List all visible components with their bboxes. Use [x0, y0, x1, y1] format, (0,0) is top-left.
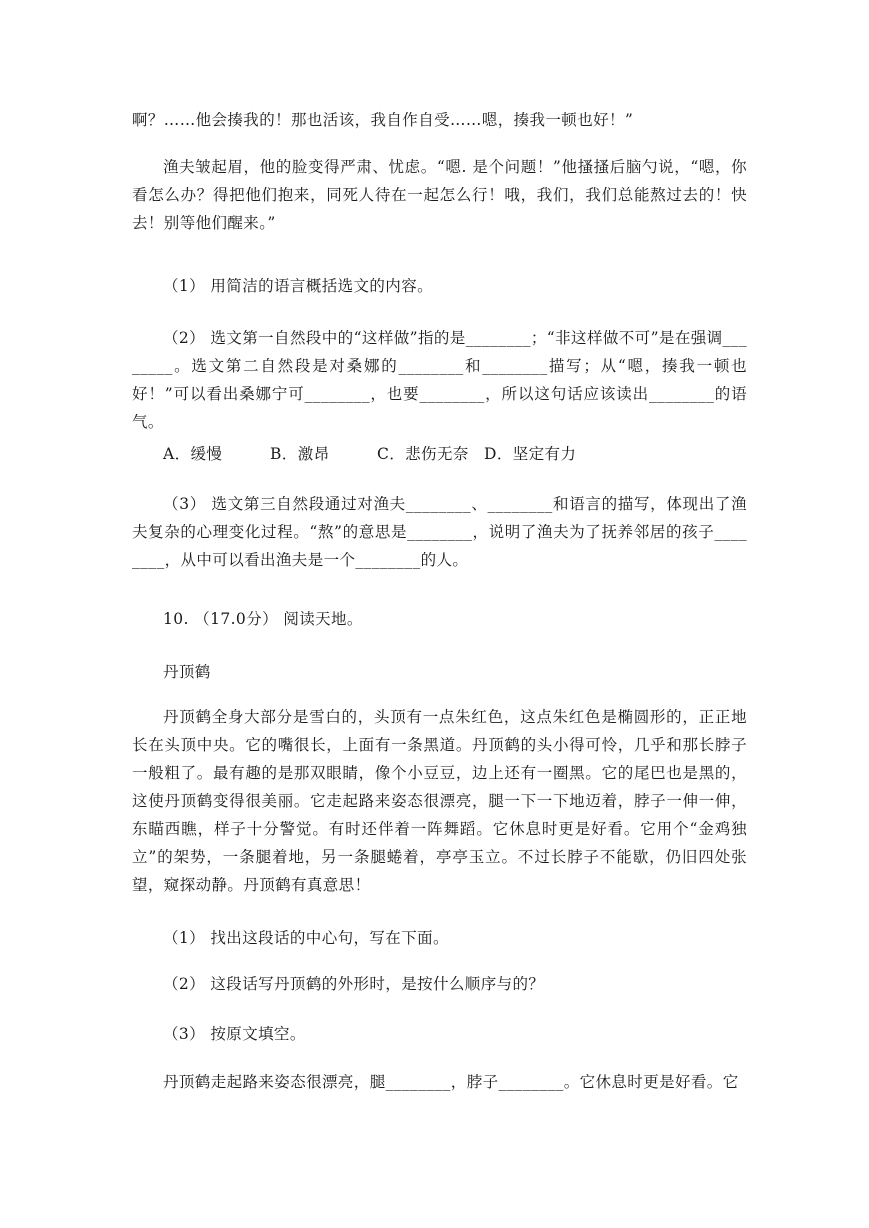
question-3-fill-blanks: （3） 选文第三自然段通过对渔夫________、________和语言的描写，体现出了渔夫复杂的心理变化过程。“熬”的意思是________，说明了渔夫为了抚养邻居的孩子________，从中可以看出渔夫是一个________的人。	[132, 495, 747, 569]
question-10-1: （1） 找出这段话的中心句，写在下面。	[163, 929, 449, 947]
question-10-3: （3） 按原文填空。	[163, 1025, 306, 1043]
option-b[interactable]: B．激昂	[270, 445, 330, 463]
question-10-heading: 10. （17.0分） 阅读天地。	[163, 610, 363, 628]
question-1-summary: （1） 用简洁的语言概括选文的内容。	[163, 277, 433, 295]
question-10-2: （2） 这段话写丹顶鹤的外形时，是按什么顺序与的？	[163, 975, 545, 993]
passage-line-closing-quote: 啊？……他会揍我的！那也活该，我自作自受……嗯，揍我一顿也好！”	[132, 111, 634, 129]
option-d[interactable]: D．坚定有力	[484, 445, 577, 463]
passage-paragraph-fisherman: 渔夫皱起眉，他的脸变得严肃、忧虑。“嗯. 是个问题！”他搔搔后脑勺说，“嗯，你看怎么办？得把他们抱来，同死人待在一起怎么行！哦，我们，我们总能熬过去的！快去！别等他们醒来。”	[132, 158, 747, 232]
option-c[interactable]: C．悲伤无奈	[377, 445, 469, 463]
answer-options	[163, 440, 743, 468]
option-a[interactable]: A．缓慢	[163, 445, 223, 463]
passage-crane: 丹顶鹤全身大部分是雪白的，头顶有一点朱红色，这点朱红色是椭圆形的，正正地长在头顶中央。它的嘴很长，上面有一条黑道。丹顶鹤的头小得可怜，几乎和那长脖子一般粗了。最有趣的是那双眼睛，像个小豆豆，边上还有一圈黑。它的尾巴也是黑的，这使丹顶鹤变得很美丽。它走起路来姿态很漂亮，腿一下一下地迈着，脖子一伸一伸，东瞄西瞧，样子十分警觉。有时还伴着一阵舞蹈。它休息时更是好看。它用个“金鸡独立”的架势，一条腿着地，另一条腿蜷着，亭亭玉立。不过长脖子不能歇，仍旧四处张望，窥探动静。丹顶鹤有真意思！	[132, 708, 747, 894]
question-2-fill-blanks: （2） 选文第一自然段中的“这样做”指的是________；“非这样做不可”是在强调________。选文第二自然段是对桑娜的________和________描写；从“嗯，揍我一顿也好！”可以看出桑娜宁可________，也要________，所以这句话应该读出________的语气。	[132, 329, 747, 431]
question-10-3-fill-blanks: 丹顶鹤走起路来姿态很漂亮，腿________，脖子________。它休息时更是好看。它	[163, 1073, 739, 1091]
passage-title: 丹顶鹤	[163, 663, 211, 681]
